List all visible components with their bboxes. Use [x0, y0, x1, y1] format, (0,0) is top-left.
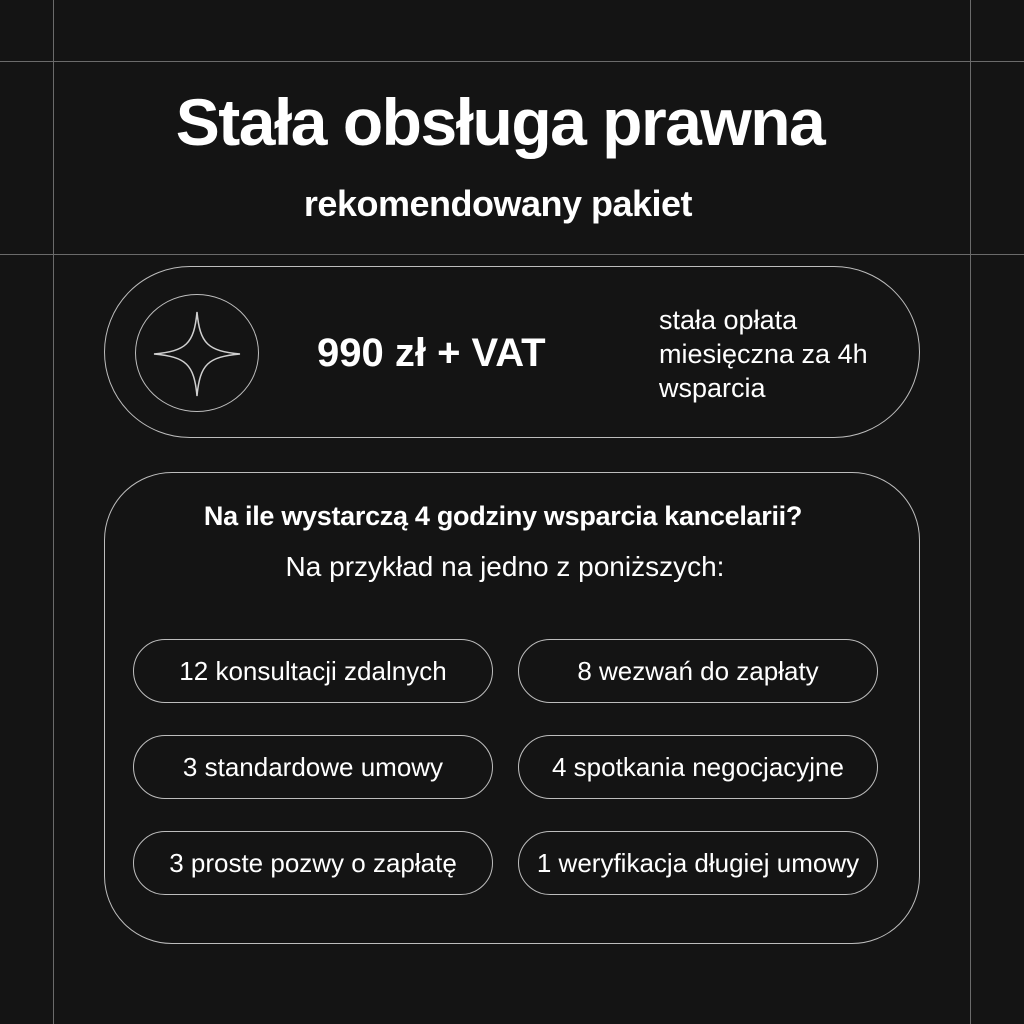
- question-heading: Na ile wystarczą 4 godziny wsparcia kancelarii?: [203, 501, 803, 531]
- price-card: [104, 266, 920, 438]
- option-pill: 4 spotkania negocjacyjne: [518, 735, 878, 799]
- option-pill: 3 standardowe umowy: [133, 735, 493, 799]
- option-pill: 12 konsultacji zdalnych: [133, 639, 493, 703]
- option-pill: 8 wezwań do zapłaty: [518, 639, 878, 703]
- page-subtitle: rekomendowany pakiet: [303, 183, 693, 224]
- option-pill: 3 proste pozwy o zapłatę: [133, 831, 493, 895]
- price-value: 990 zł + VAT: [317, 331, 546, 375]
- star-badge: [135, 294, 259, 412]
- price-description: stała opłata miesięczna za 4h wsparcia: [659, 305, 868, 403]
- page-title: Stała obsługa prawna: [175, 85, 825, 159]
- frame-line-top: [0, 61, 1024, 62]
- option-pill: 1 weryfikacja długiej umowy: [518, 831, 878, 895]
- frame-line-middle: [0, 254, 1024, 255]
- info-card: [104, 472, 920, 944]
- example-label: Na przykład na jedno z poniższych:: [285, 551, 725, 582]
